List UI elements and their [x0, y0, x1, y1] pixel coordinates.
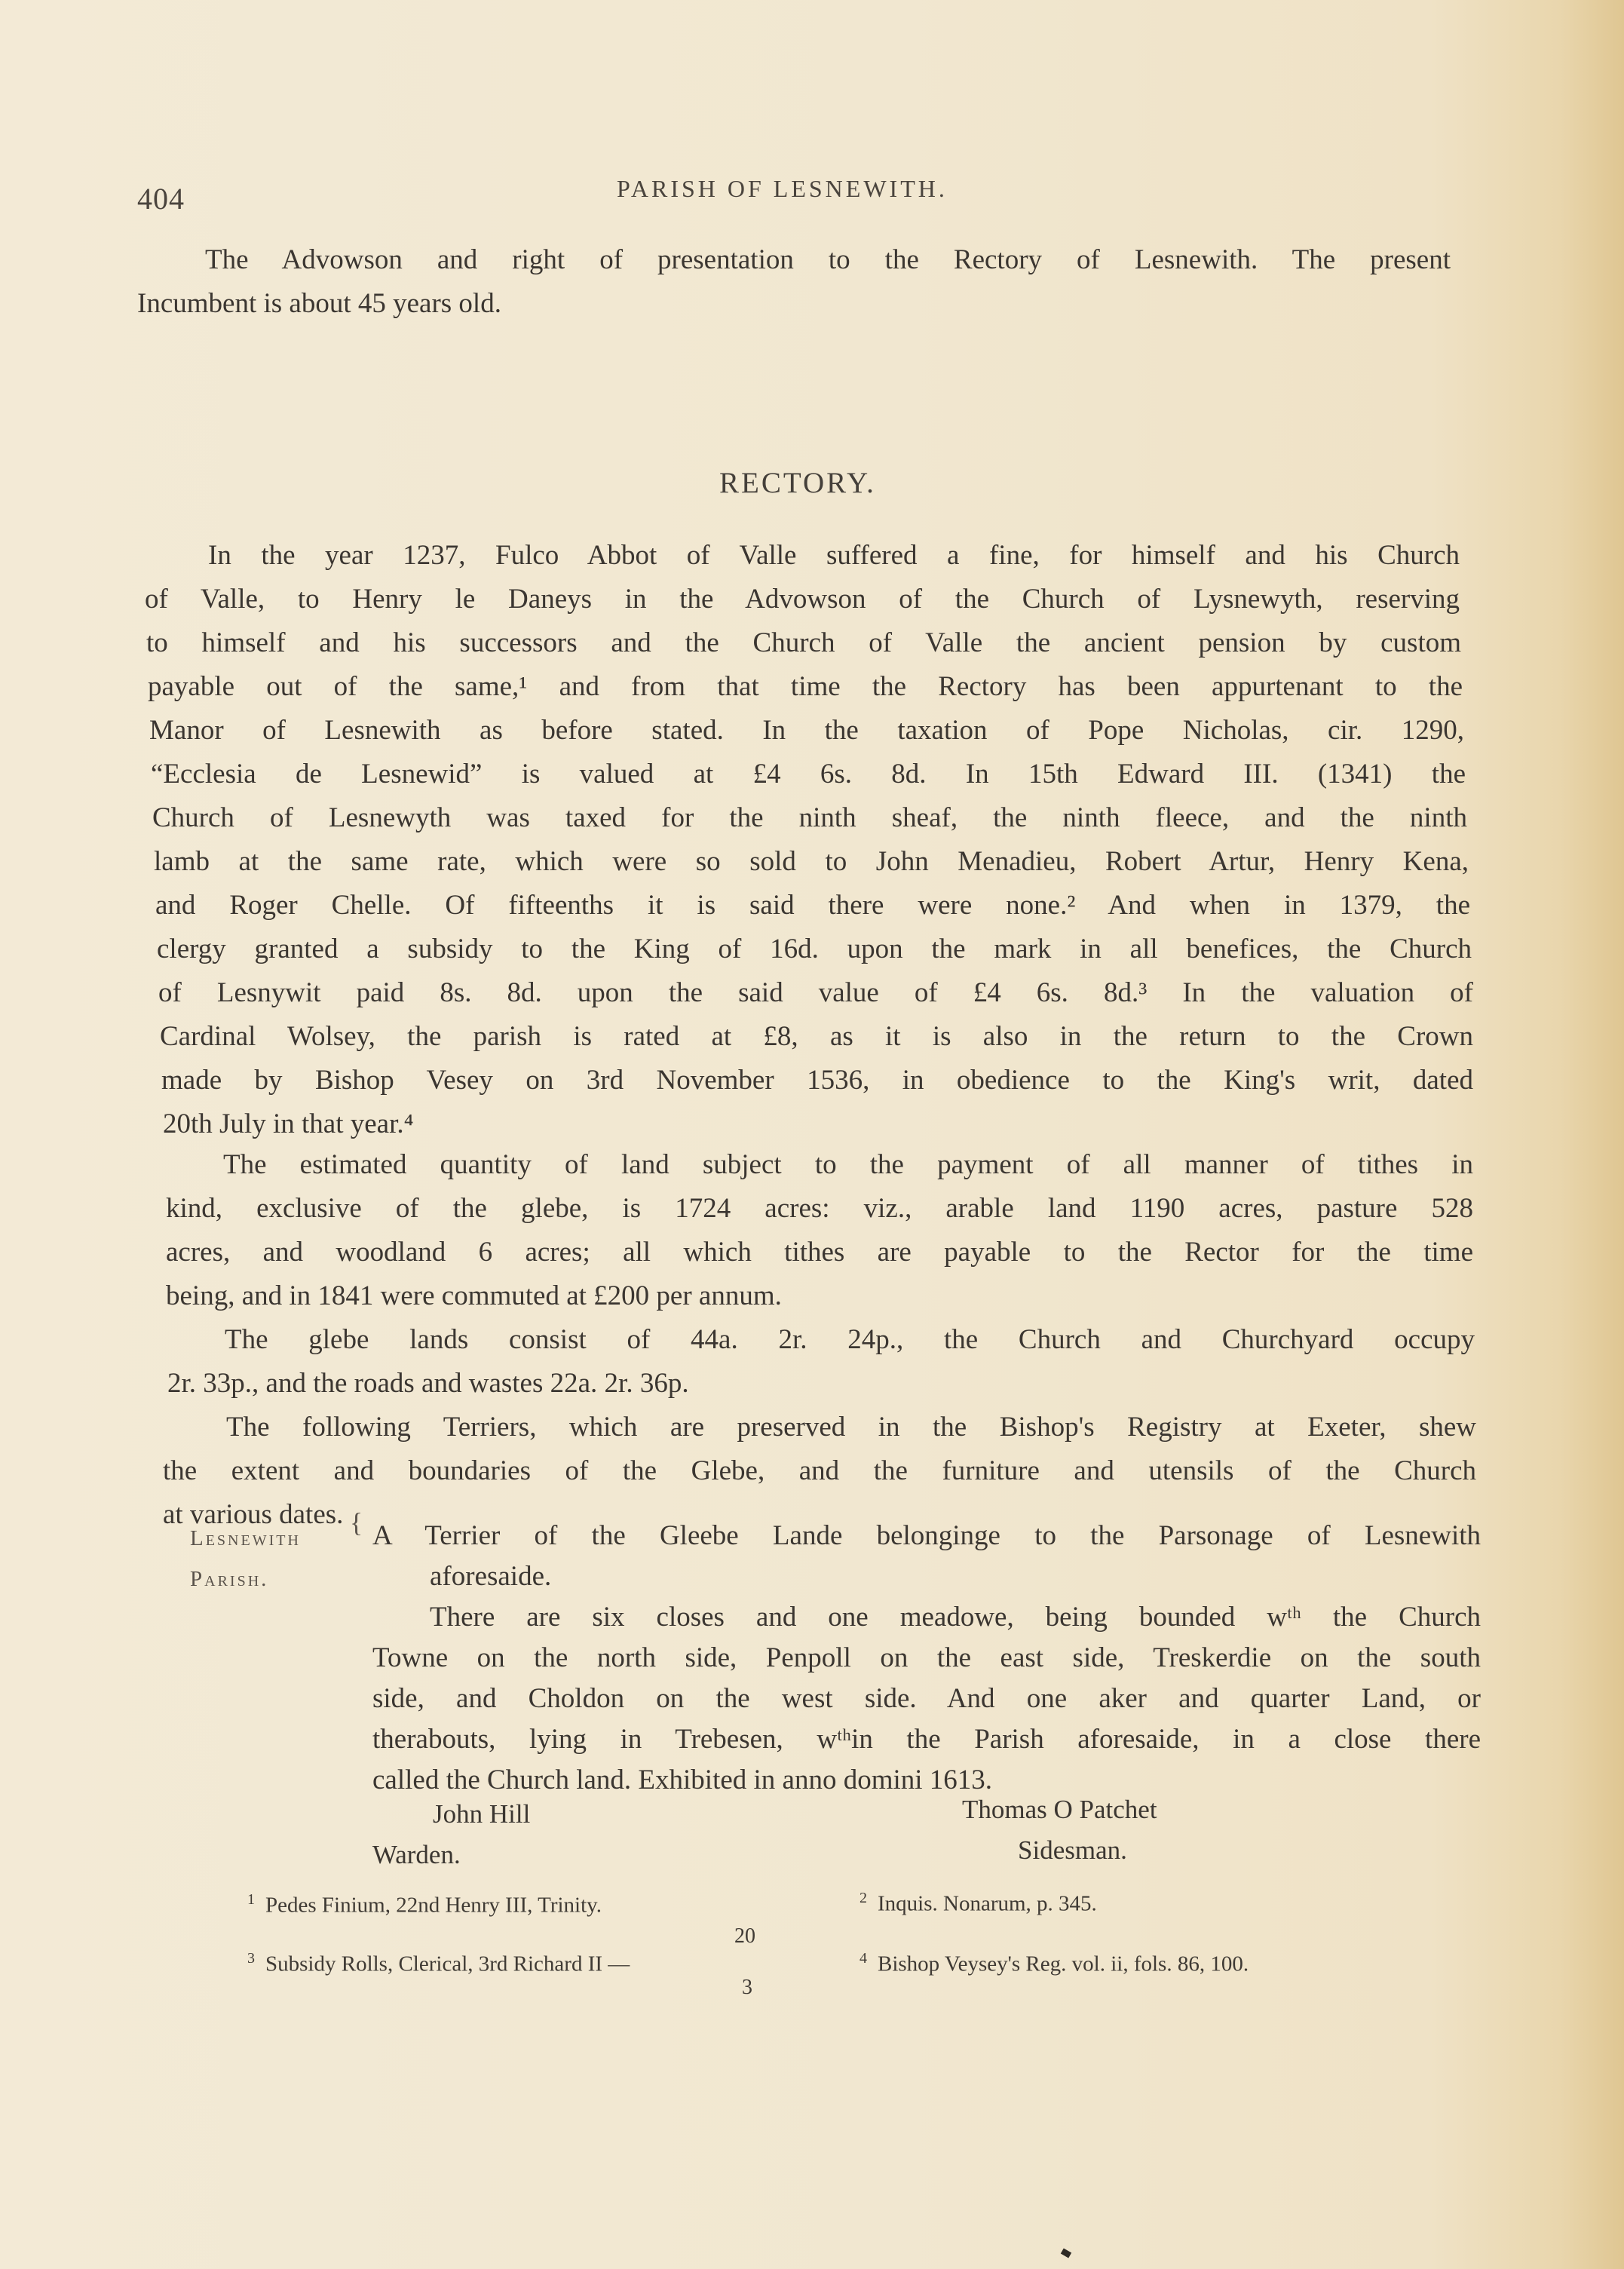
footnote: [859, 1950, 1249, 1977]
paragraph-line: to himself and his successors and the Church of Valle the ancient pension by custom: [146, 627, 1461, 658]
paragraph-line: at various dates.: [163, 1499, 344, 1530]
paragraph-line: In the year 1237, Fulco Abbot of Valle suffered a fine, for himself and his Church: [208, 540, 1460, 571]
paragraph-line: made by Bishop Vesey on 3rd November 1536, in obedience to the King's writ, dated: [161, 1065, 1473, 1096]
footnote-text: Pedes Finium, 22nd Henry III, Trinity.: [265, 1893, 602, 1918]
terrier-title-line: A Terrier of the Gleebe Lande belonginge to the Parsonage of Lesnewith: [372, 1520, 1481, 1551]
paragraph-line: and Roger Chelle. Of fifteenths it is said there were none.² And when in 1379, the: [155, 890, 1470, 921]
footnote-mark: 4: [859, 1950, 867, 1967]
paragraph-line: being, and in 1841 were commuted at £200 per annum.: [166, 1280, 782, 1311]
fraction-numerator: 20: [734, 1924, 755, 1948]
paragraph-line: Church of Lesnewyth was taxed for the ninth sheaf, the ninth fleece, and the ninth: [152, 802, 1467, 833]
paragraph-line: “Ecclesia de Lesnewid” is valued at £4 6s. 8d. In 15th Edward III. (1341) the: [151, 759, 1466, 790]
paragraph-line: Manor of Lesnewith as before stated. In the taxation of Pope Nicholas, cir. 1290,: [149, 715, 1464, 746]
running-title: PARISH OF LESNEWITH.: [617, 175, 948, 202]
paragraph-line: the extent and boundaries of the Glebe, and the furniture and utensils of the Church: [163, 1455, 1476, 1486]
intro-line: The Advowson and right of presentation to the Rectory of Lesnewith. The present: [205, 244, 1451, 275]
footnote-mark: 3: [247, 1950, 255, 1967]
fraction-denominator: 3: [742, 1976, 752, 1999]
footnote-mark: 1: [247, 1891, 255, 1908]
paragraph-line: kind, exclusive of the glebe, is 1724 acres: viz., arable land 1190 acres, pasture 528: [166, 1193, 1473, 1224]
paragraph-line: 2r. 33p., and the roads and wastes 22a. 2r. 36p.: [167, 1368, 689, 1399]
footnote-text: Bishop Veysey's Reg. vol. ii, fols. 86, 100.: [878, 1952, 1249, 1976]
signature-role: Sidesman.: [1018, 1835, 1127, 1865]
paragraph-line: The glebe lands consist of 44a. 2r. 24p., the Church and Churchyard occupy: [225, 1324, 1475, 1355]
terrier-title-line: aforesaide.: [430, 1561, 552, 1592]
terrier-body-line: called the Church land. Exhibited in anno domini 1613.: [372, 1765, 993, 1795]
ink-speck: [1061, 2249, 1071, 2258]
terrier-body-line: side, and Choldon on the west side. And one aker and quarter Land, or: [372, 1683, 1481, 1714]
footnote: [859, 1890, 1097, 1917]
footnote-mark: 2: [859, 1890, 867, 1906]
terrier-body-line: There are six closes and one meadowe, being bounded wᵗʰ the Church: [430, 1602, 1481, 1633]
signature-role: Warden.: [372, 1840, 461, 1869]
paragraph-line: lamb at the same rate, which were so sold to John Menadieu, Robert Artur, Henry Kena,: [154, 846, 1469, 877]
intro-line: Incumbent is about 45 years old.: [137, 288, 501, 319]
paragraph-line: Cardinal Wolsey, the parish is rated at £8, as it is also in the return to the Crown: [160, 1021, 1473, 1052]
paragraph-line: payable out of the same,¹ and from that time the Rectory has been appurtenant to the: [148, 671, 1463, 702]
paragraph-line: clergy granted a subsidy to the King of 16d. upon the mark in all benefices, the Church: [157, 934, 1472, 964]
paragraph-line: The following Terriers, which are preserved in the Bishop's Registry at Exeter, shew: [226, 1412, 1476, 1443]
signature-name: John Hill: [433, 1799, 531, 1829]
terrier-side-label: Lesnewith: [190, 1526, 301, 1550]
terrier-body-line: therabouts, lying in Trebesen, wᵗʰin the Parish aforesaide, in a close there: [372, 1724, 1481, 1755]
terrier-body-line: Towne on the north side, Penpoll on the east side, Treskerdie on the south: [372, 1642, 1481, 1673]
page-number: 404: [137, 182, 185, 216]
paragraph-line: of Valle, to Henry le Daneys in the Advowson of the Church of Lysnewyth, reserving: [145, 584, 1460, 615]
footnote: [247, 1950, 630, 1977]
paragraph-line: 20th July in that year.⁴: [163, 1108, 414, 1139]
paragraph-line: of Lesnywit paid 8s. 8d. upon the said value of £4 6s. 8d.³ In the valuation of: [158, 977, 1473, 1008]
brace-mark: {: [350, 1507, 363, 1538]
footnote-text: Inquis. Nonarum, p. 345.: [878, 1891, 1097, 1916]
section-heading: RECTORY.: [719, 467, 876, 499]
paragraph-line: acres, and woodland 6 acres; all which tithes are payable to the Rector for the time: [166, 1237, 1473, 1268]
footnote-text: Subsidy Rolls, Clerical, 3rd Richard II —: [265, 1952, 630, 1976]
footnote: [247, 1891, 602, 1918]
paragraph-line: The estimated quantity of land subject to the payment of all manner of tithes in: [223, 1149, 1473, 1180]
terrier-side-label: Parish.: [190, 1567, 269, 1591]
signature-name: Thomas O Patchet: [962, 1795, 1157, 1824]
